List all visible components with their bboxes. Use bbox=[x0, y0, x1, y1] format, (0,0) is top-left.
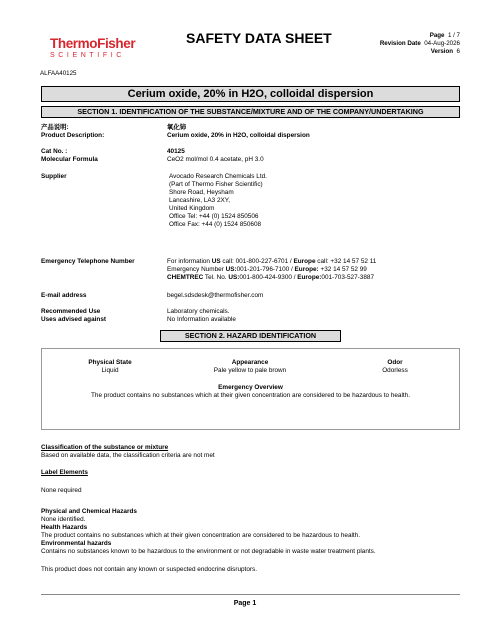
appearance-value: Pale yellow to pale brown bbox=[213, 367, 287, 374]
classification-block bbox=[41, 444, 215, 460]
health-hazards-heading: Health Hazards bbox=[41, 524, 88, 531]
supplier-address bbox=[169, 173, 267, 229]
product-description-value: Cerium oxide, 20% in H2O, colloidal dispersion bbox=[167, 132, 310, 139]
emergency-text: US: bbox=[225, 266, 237, 273]
emergency-text: CHEMTREC bbox=[167, 274, 204, 281]
document-title: SAFETY DATA SHEET bbox=[186, 30, 332, 46]
emergency-text: US: bbox=[228, 274, 240, 281]
supplier-line: United Kingdom bbox=[169, 205, 215, 212]
uses-advised-against-label: Uses advised against bbox=[41, 316, 107, 323]
product-title-box: Cerium oxide, 20% in H2O, colloidal dispersion bbox=[41, 86, 460, 102]
emergency-text: Tel. No. bbox=[203, 274, 229, 281]
classification-text: Based on available data, the classification criteria are not met bbox=[41, 452, 215, 459]
supplier-line: Avocado Research Chemicals Ltd. bbox=[169, 173, 267, 180]
emergency-text: Europe bbox=[293, 258, 316, 265]
thermo-fisher-logo bbox=[50, 36, 136, 60]
emergency-text: US bbox=[211, 258, 221, 265]
physical-state-column bbox=[70, 359, 150, 375]
supplier-line: Lancashire, LA3 2XY, bbox=[169, 197, 230, 204]
emergency-text: For information bbox=[167, 258, 212, 265]
environmental-hazards-heading: Environmental hazards bbox=[41, 540, 112, 547]
cat-no-value: 40125 bbox=[167, 148, 185, 155]
physical-state-label: Physical State bbox=[88, 359, 132, 366]
version-value: 6 bbox=[456, 48, 460, 56]
emergency-overview bbox=[41, 384, 460, 400]
emergency-text: 001-800-424-9300 / bbox=[239, 274, 298, 281]
emergency-line-1 bbox=[167, 258, 376, 266]
emergency-line-3 bbox=[167, 274, 376, 282]
footer-divider bbox=[41, 594, 460, 595]
emergency-text: 001-201-796-7100 / bbox=[236, 266, 295, 273]
emergency-text: call: 001-800-227-6701 / bbox=[220, 258, 294, 265]
uses-advised-against-value: No Information available bbox=[167, 316, 236, 323]
supplier-line: Office Fax: +44 (0) 1524 850608 bbox=[169, 221, 262, 228]
label-elements-block bbox=[41, 469, 88, 477]
label-elements-text: None required bbox=[41, 487, 82, 494]
supplier-line: Shore Road, Heysham bbox=[169, 189, 234, 196]
hazards-block bbox=[41, 508, 461, 556]
page-label: Page bbox=[429, 32, 445, 39]
appearance-label: Appearance bbox=[231, 359, 269, 366]
revision-date-label: Revision Date bbox=[379, 40, 421, 48]
recommended-use-value: Laboratory chemicals. bbox=[167, 308, 230, 315]
emergency-text: Europe: bbox=[294, 266, 319, 273]
physical-state-value: Liquid bbox=[101, 367, 119, 374]
emergency-phone-label: Emergency Telephone Number bbox=[41, 258, 135, 265]
emergency-text: call: +32 14 57 52 11 bbox=[315, 258, 377, 265]
emergency-text: Europe: bbox=[297, 274, 322, 281]
odor-column bbox=[365, 359, 425, 375]
emergency-phone-block bbox=[167, 258, 376, 282]
emergency-text: Emergency Number bbox=[167, 266, 226, 273]
emergency-overview-label: Emergency Overview bbox=[218, 384, 283, 391]
document-id: ALFAA40125 bbox=[40, 70, 77, 77]
cn-product-value: 氧化铈 bbox=[167, 124, 187, 131]
section2-heading: SECTION 2. HAZARD IDENTIFICATION bbox=[160, 330, 341, 342]
revision-date-value: 04-Aug-2026 bbox=[424, 40, 460, 48]
endocrine-text: This product does not contain any known or suspected endocrine disruptors. bbox=[41, 566, 257, 573]
emergency-text: +32 14 57 52 99 bbox=[318, 266, 367, 273]
revision-block bbox=[380, 32, 460, 56]
logo-subtitle: SCIENTIFIC bbox=[50, 51, 125, 59]
cn-product-label: 产品说明: bbox=[41, 124, 69, 131]
supplier-line: (Part of Thermo Fisher Scientific) bbox=[169, 181, 263, 188]
email-value: begel.sdsdesk@thermofisher.com bbox=[167, 292, 264, 299]
footer-page-number: Page 1 bbox=[233, 600, 257, 607]
health-hazards-text: The product contains no substances which at their given concentration are considered to be hazardous to health. bbox=[41, 532, 361, 539]
odor-value: Odorless bbox=[382, 367, 408, 374]
classification-heading: Classification of the substance or mixture bbox=[41, 444, 169, 451]
supplier-line: Office Tel: +44 (0) 1524 850506 bbox=[169, 213, 259, 220]
email-label: E-mail address bbox=[41, 292, 87, 299]
physical-chemical-hazards-heading: Physical and Chemical Hazards bbox=[41, 508, 137, 515]
cat-no-label: Cat No. : bbox=[41, 148, 68, 155]
section1-heading: SECTION 1. IDENTIFICATION OF THE SUBSTANCE/MIXTURE AND OF THE COMPANY/UNDERTAKING bbox=[41, 106, 460, 118]
logo-wordmark: ThermoFisher bbox=[50, 36, 136, 51]
label-elements-heading: Label Elements bbox=[41, 469, 88, 476]
product-description-label: Product Description: bbox=[41, 132, 105, 139]
version-label: Version bbox=[430, 48, 454, 56]
emergency-line-2 bbox=[167, 266, 376, 274]
odor-label: Odor bbox=[387, 359, 403, 366]
environmental-hazards-text: Contains no substances known to be hazardous to the environment or not degradable in waste water treatment plants. bbox=[41, 548, 376, 555]
physical-chemical-hazards-text: None identified. bbox=[41, 516, 86, 523]
emergency-overview-text: The product contains no substances which at their given concentration are considered to be hazardous to health. bbox=[90, 392, 411, 399]
emergency-text: 001-703-527-3887 bbox=[321, 274, 375, 281]
page-value: 1 / 7 bbox=[447, 32, 460, 39]
appearance-column bbox=[200, 359, 300, 375]
recommended-use-label: Recommended Use bbox=[41, 308, 101, 315]
supplier-label: Supplier bbox=[41, 173, 67, 180]
molecular-formula-value: CeO2 mol/mol 0.4 acetate, pH 3.0 bbox=[167, 156, 264, 163]
molecular-formula-label: Molecular Formula bbox=[41, 156, 98, 163]
